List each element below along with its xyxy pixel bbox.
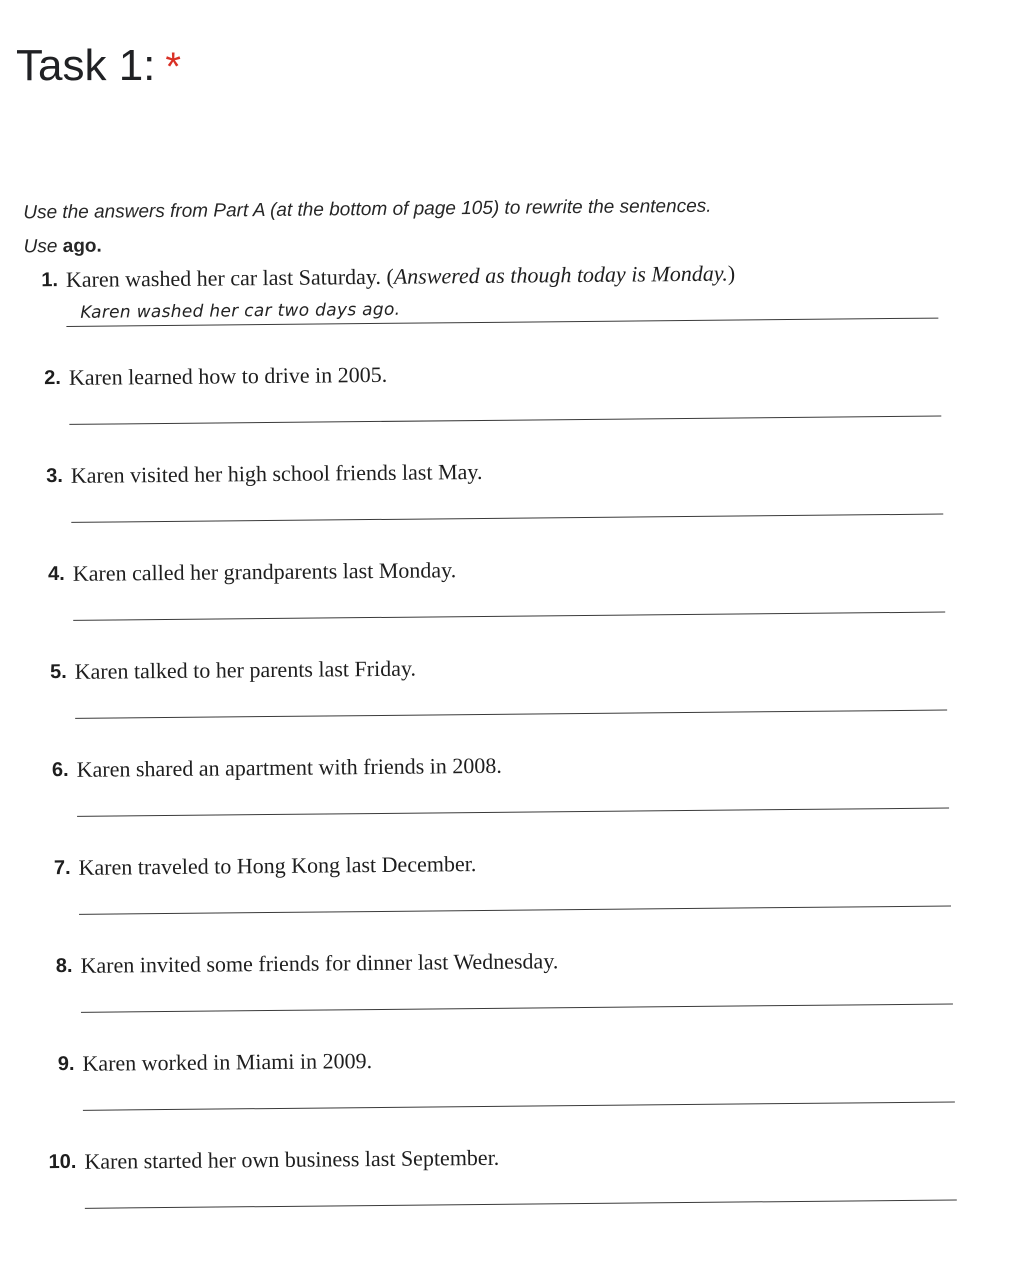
item-number: 2.	[44, 367, 61, 390]
answer-line	[73, 612, 945, 621]
item-sentence: Karen invited some friends for dinner last Wednesday.	[80, 948, 559, 978]
item-number: 1.	[41, 269, 59, 292]
item-sentence: Karen traveled to Hong Kong last December.	[78, 851, 477, 880]
answer-line	[81, 1003, 953, 1012]
question-title-text: Task 1:	[16, 41, 156, 90]
exercise-item-10	[42, 1139, 962, 1174]
item-sentence: Karen talked to her parents last Friday.	[74, 655, 417, 684]
answer-line	[85, 1199, 957, 1208]
answer-line	[75, 710, 947, 719]
item-sentence: Karen learned how to drive in 2005.	[68, 361, 388, 390]
required-asterisk: *	[165, 45, 181, 89]
answer-line	[71, 514, 943, 523]
handwritten-answer: Karen washed her car two days ago.	[80, 299, 401, 323]
item-note: Answered as though today is Monday.	[393, 260, 728, 289]
item-number: 10.	[48, 1150, 77, 1174]
instructions-line-2	[23, 224, 712, 265]
instructions-line-1: Use the answers from Part A (at the bottom of page 105) to rewrite the sentences.	[23, 195, 712, 224]
item-number: 5.	[49, 660, 67, 684]
item-note-close: )	[727, 260, 736, 286]
instructions-prefix: Use	[23, 235, 63, 258]
item-sentence: Karen visited her high school friends last May.	[70, 458, 483, 488]
exercise-item-6	[35, 747, 955, 782]
item-sentence	[66, 260, 735, 294]
item-sentence: Karen worked in Miami in 2009.	[82, 1048, 373, 1076]
item-sentence: Karen called her grandparents last Monday.	[72, 557, 457, 586]
item-number: 8.	[55, 954, 73, 978]
exercise-item-4	[31, 551, 951, 586]
item-number: 4.	[47, 562, 65, 586]
item-number: 7.	[53, 856, 71, 880]
item-number: 6.	[51, 758, 69, 782]
exercise-item-7	[36, 845, 956, 880]
item-sentence-main: Karen washed her car last Saturday. (	[65, 263, 394, 292]
exercise-item-3	[29, 453, 949, 488]
item-sentence: Karen shared an apartment with friends in 2008.	[76, 752, 502, 782]
item-number: 9.	[57, 1052, 75, 1076]
exercise-item-5	[33, 649, 953, 684]
instructions	[23, 190, 712, 265]
answer-line	[69, 416, 941, 425]
answer-line	[79, 905, 951, 914]
item-number: 3.	[46, 464, 63, 488]
exercise-item-8	[38, 943, 958, 978]
answer-line	[83, 1101, 955, 1110]
item-sentence: Karen started her own business last September.	[84, 1144, 500, 1174]
answer-line	[77, 808, 949, 817]
exercise-item-2	[27, 356, 947, 390]
exercise-item-9	[40, 1041, 960, 1076]
instructions-keyword: ago.	[62, 235, 102, 257]
